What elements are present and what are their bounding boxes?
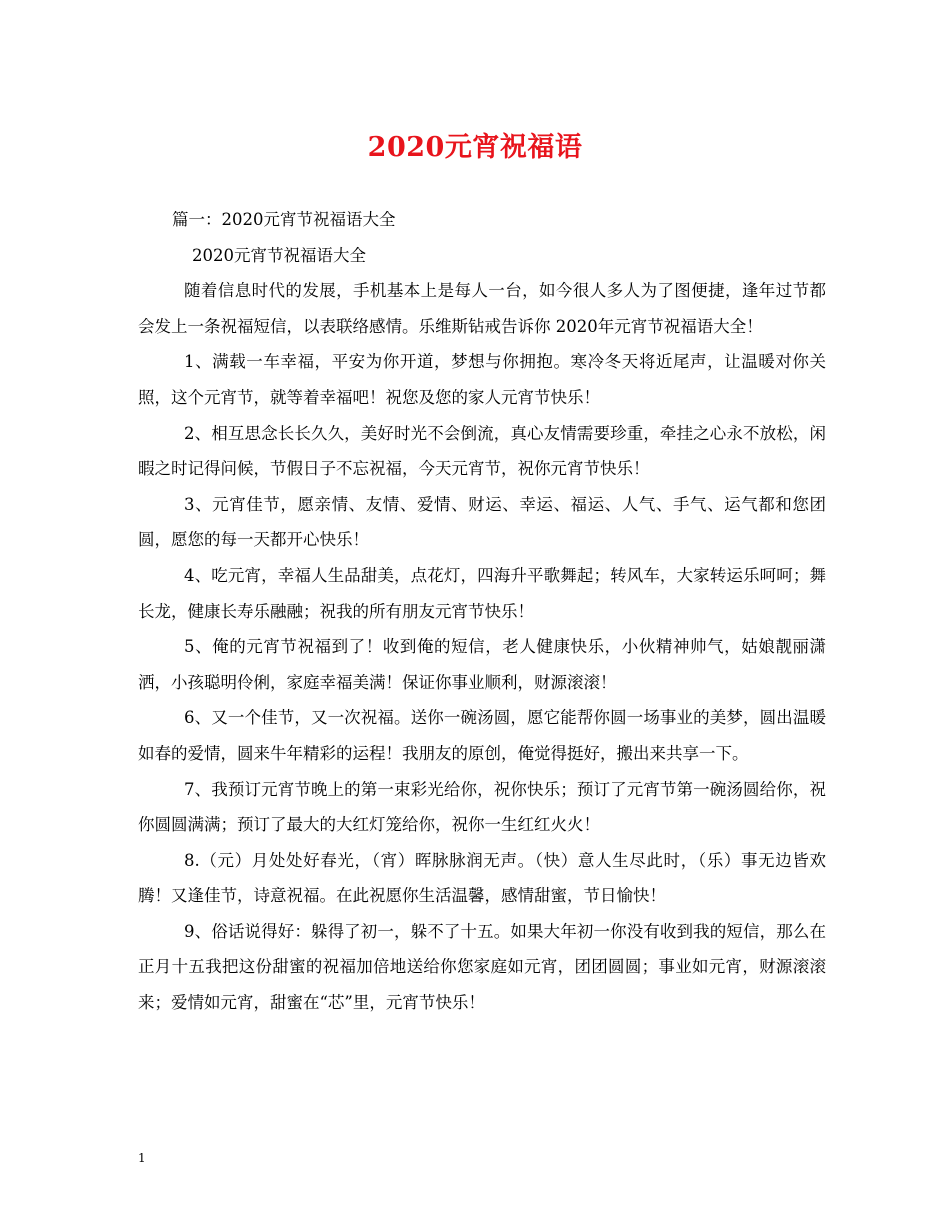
paragraph-3: 3、元宵佳节，愿亲情、友情、爱情、财运、幸运、福运、人气、手气、运气都和您团圆，愿您的每一天都开心快乐！ <box>138 494 826 550</box>
paragraph-2: 2、相互思念长长久久，美好时光不会倒流，真心友情需要珍重，牵挂之心永不放松，闲暇之时记得问候，节假日子不忘祝福，今天元宵节，祝你元宵节快乐！ <box>138 423 826 479</box>
paragraph-8: 8.（元）月处处好春光，（宵）晖脉脉润无声。（快）意人生尽此时，（乐）事无边皆欢腾！又逢佳节，诗意祝福。在此祝愿你生活温馨，感情甜蜜，节日愉快！ <box>138 850 826 906</box>
paragraph-7: 7、我预订元宵节晚上的第一束彩光给你，祝你快乐；预订了元宵节第一碗汤圆给你，祝你圆圆满满；预订了最大的大红灯笼给你，祝你一生红红火火！ <box>138 779 826 835</box>
paragraph-intro: 随着信息时代的发展，手机基本上是每人一台，如今很人多人为了图便捷，逢年过节都会发上一条祝福短信，以表联络感情。乐维斯钻戒告诉你 2020年元宵节祝福语大全！ <box>138 281 826 336</box>
page-number: 1 <box>138 1151 146 1165</box>
document-title: 2020元宵祝福语 <box>367 132 583 163</box>
document-body <box>138 202 826 1021</box>
paragraph-6: 6、又一个佳节，又一次祝福。送你一碗汤圆，愿它能帮你圆一场事业的美梦，圆出温暖如春的爱情，圆来牛年精彩的运程！我朋友的原创，俺觉得挺好，搬出来共享一下。 <box>138 708 826 763</box>
paragraph-9: 9、俗话说得好：躲得了初一，躲不了十五。如果大年初一你没有收到我的短信，那么在正月十五我把这份甜蜜的祝福加倍地送给你您家庭如元宵，团团圆圆；事业如元宵，财源滚滚来；爱情如元宵，甜蜜在“芯”里，元宵节快乐！ <box>138 921 826 1013</box>
subheading: 2020元宵节祝福语大全 <box>192 245 366 265</box>
paragraph-5: 5、俺的元宵节祝福到了！收到俺的短信，老人健康快乐，小伙精神帅气，姑娘靓丽潇洒，小孩聪明伶俐，家庭幸福美满！保证你事业顺利，财源滚滚！ <box>138 637 826 692</box>
paragraph-4: 4、吃元宵，幸福人生品甜美，点花灯，四海升平歌舞起；转风车，大家转运乐呵呵；舞长龙，健康长寿乐融融；祝我的所有朋友元宵节快乐！ <box>138 565 826 621</box>
paragraph-1: 1、满载一车幸福，平安为你开道，梦想与你拥抱。寒冷冬天将近尾声，让温暖对你关照，这个元宵节，就等着幸福吧！祝您及您的家人元宵节快乐！ <box>138 352 826 407</box>
section-heading: 篇一：2020元宵节祝福语大全 <box>172 210 396 229</box>
